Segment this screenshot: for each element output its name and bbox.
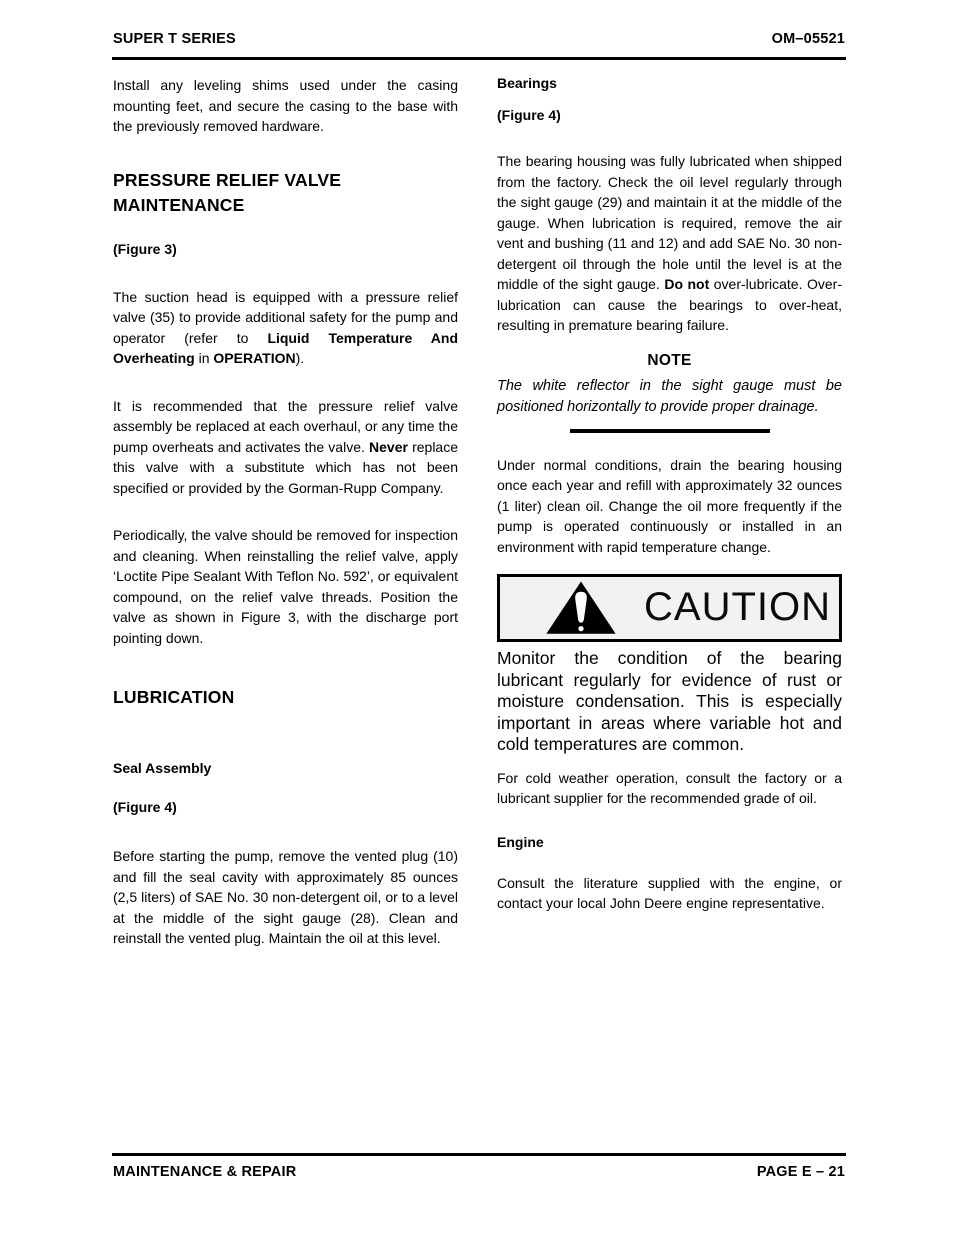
note-heading: NOTE — [647, 351, 692, 369]
header-series-title: SUPER T SERIES — [113, 31, 236, 47]
paragraph-engine-literature: Consult the literature supplied with the engine, or contact your local John Deere engine representative. — [497, 874, 842, 912]
footer-section-title: MAINTENANCE & REPAIR — [113, 1164, 297, 1180]
heading-lubrication: LUBRICATION — [113, 687, 235, 707]
note-divider-rule — [570, 429, 770, 433]
footer-rule — [112, 1153, 846, 1156]
footer-page-number: PAGE E – 21 — [756, 1164, 845, 1180]
page-footer — [113, 1164, 845, 1180]
paragraph-valve-inspection: Periodically, the valve should be removed for inspection and cleaning. When reinstalling the relief valve, apply ‘Loctite Pipe Sealant With Teflon No. 592’, or equivalent compound, on the relief valve threads. Position the valve as shown in Figure 3, with the discharge port pointing down. — [113, 527, 458, 646]
caution-box — [497, 574, 842, 642]
page-body — [113, 75, 842, 949]
heading-pressure-relief-valve-maintenance: PRESSURE RELIEF VALVE MAINTENANCE — [113, 169, 342, 215]
page-header — [113, 31, 845, 47]
figure3-reference: (Figure 3) — [113, 240, 177, 257]
figure4-reference-right: (Figure 4) — [497, 107, 561, 123]
paragraph-drain-bearing-housing: Under normal conditions, drain the bearing housing once each year and refill with approximately 32 ounces (1 liter) clean oil. Change the oil more frequently if the pump is operated continuously or installed in an environment with rapid temperature change. — [497, 456, 842, 555]
paragraph-seal-cavity-fill: Before starting the pump, remove the vented plug (10) and fill the seal cavity with approximately 85 ounces (2,5 liters) of SAE No. 30 non-detergent oil, or to a level at the middle of the sight gauge (28). Clean and reinstall the vented plug. Maintain the oil at this level. — [113, 848, 458, 946]
header-doc-number: OM–05521 — [771, 31, 845, 47]
heading-bearings: Bearings — [497, 75, 557, 91]
paragraph-monitor-lubricant: Monitor the condition of the bearing lubricant regularly for evidence of rust or moisture condensation. This is especially important in areas where variable hot and cold temperatures are common. — [497, 648, 842, 755]
right-column — [497, 75, 842, 949]
heading-engine: Engine — [497, 833, 544, 850]
paragraph-bearing-housing: The bearing housing was fully lubricated when shipped from the factory. Check the oil level regularly through the sight gauge (29) and maintain it at the middle of the gauge. When lubrication is required, remove the air vent and bushing (11 and 12) and add SAE No. 30 non-detergent oil through the hole until the level is at the middle of the sight gauge. Do not over-lubricate. Over-lubrication can cause the bearings to over-heat, resulting in premature bearing failure. — [497, 153, 842, 333]
caution-label: CAUTION — [644, 585, 831, 629]
paragraph-suction-head: The suction head is equipped with a pressure relief valve (35) to provide additional safety for the pump and operator (refer to Liquid Temperature And Overheating in OPERATION). — [113, 288, 458, 366]
figure4-reference-left: (Figure 4) — [113, 799, 177, 815]
left-column — [113, 75, 458, 949]
paragraph-valve-replacement: It is recommended that the pressure relief valve assembly be replaced at each overhaul, or any time the pump overheats and activates the valve. Never replace this valve with a substitute which has not been specified or provided by the Gorman-Rupp Company. — [113, 397, 458, 496]
header-rule — [112, 57, 846, 60]
paragraph-cold-weather: For cold weather operation, consult the factory or a lubricant supplier for the recommended grade of oil. — [497, 769, 842, 807]
paragraph-install-shims: Install any leveling shims used under the casing mounting feet, and secure the casing to the base with the previously removed hardware. — [113, 77, 458, 134]
warning-triangle-icon — [544, 580, 618, 636]
heading-seal-assembly: Seal Assembly — [113, 760, 212, 776]
note-text: The white reflector in the sight gauge must be positioned horizontally to provide proper drainage. — [497, 377, 842, 415]
